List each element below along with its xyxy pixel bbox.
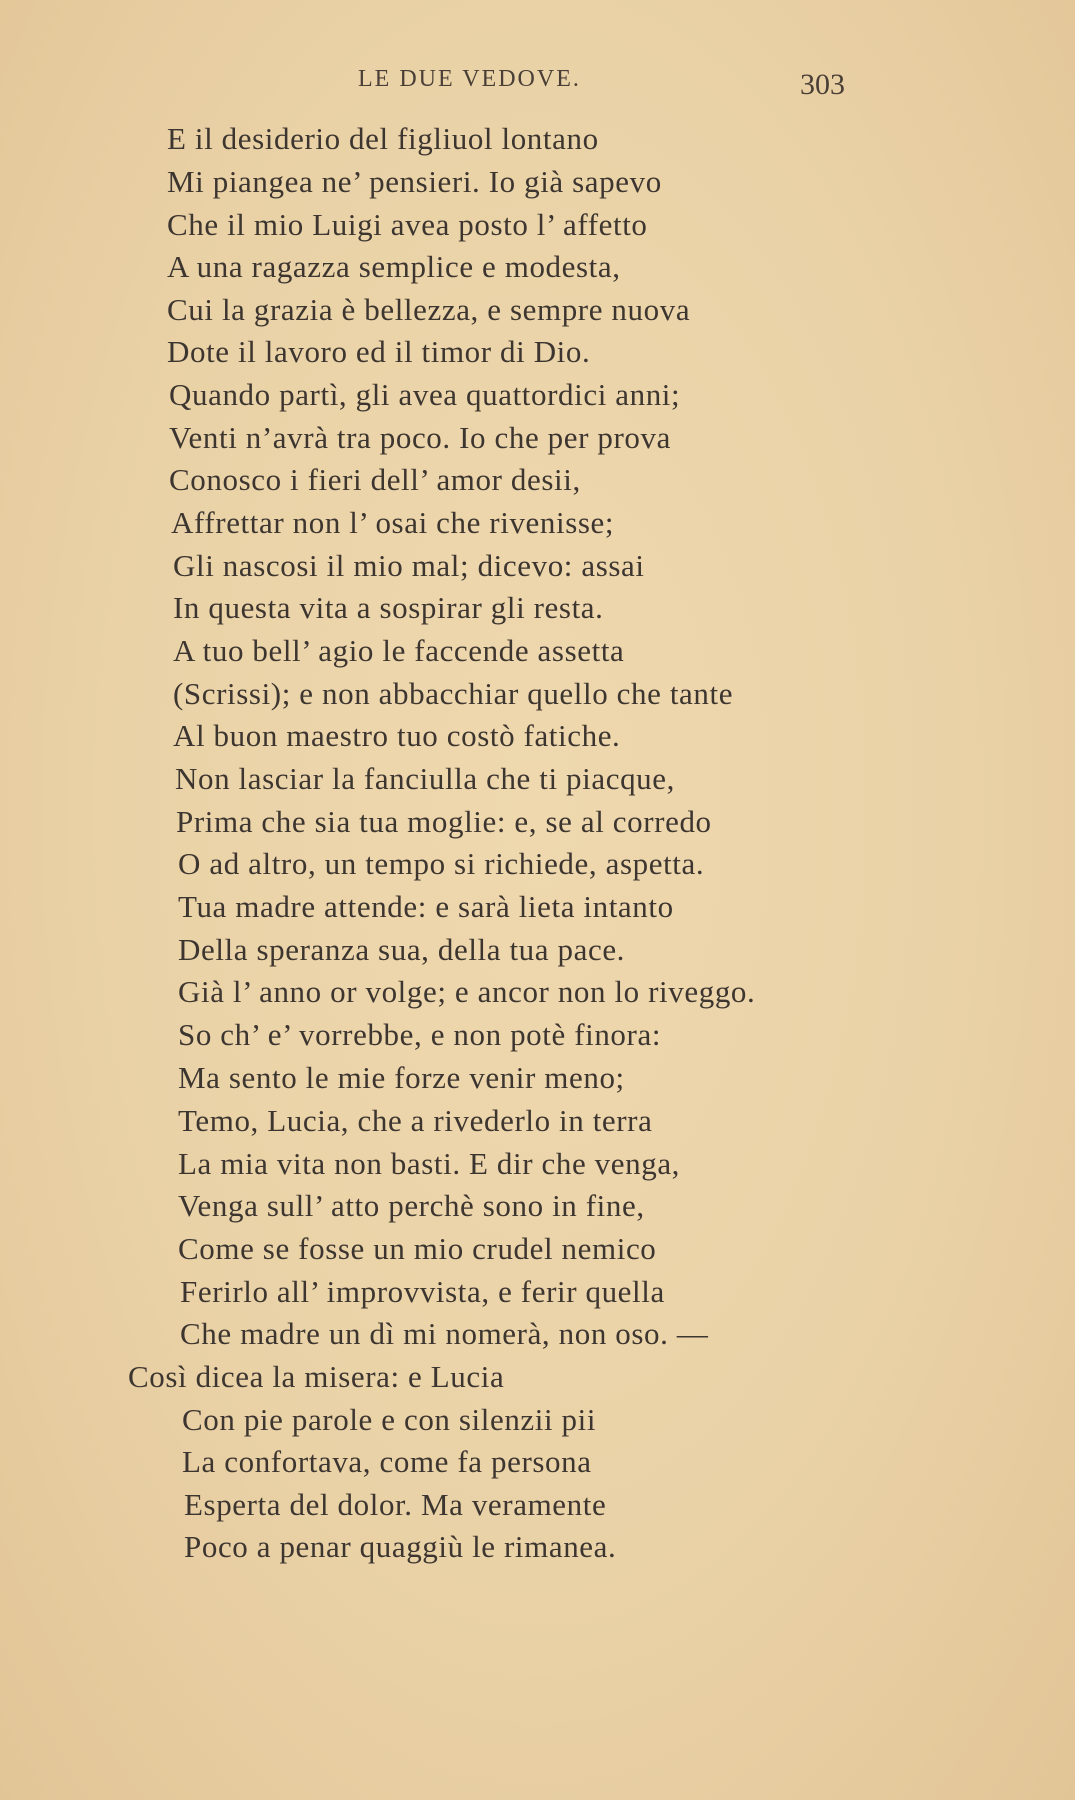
- verse-line: Che il mio Luigi avea posto l’ affetto: [167, 207, 648, 242]
- verse-line: La mia vita non basti. E dir che venga,: [178, 1146, 681, 1181]
- verse-line: Ferirlo all’ improvvista, e ferir quella: [180, 1274, 665, 1309]
- page-number: 303: [800, 68, 845, 101]
- verse-line: Venti n’avrà tra poco. Io che per prova: [169, 420, 671, 455]
- running-title: LE DUE VEDOVE.: [358, 66, 581, 92]
- verse-line: Tua madre attende: e sarà lieta intanto: [178, 889, 674, 924]
- verse-line: Come se fosse un mio crudel nemico: [178, 1231, 657, 1266]
- verse-line: In questa vita a sospirar gli resta.: [173, 590, 604, 625]
- verse-line: A una ragazza semplice e modesta,: [167, 249, 621, 284]
- verse-line: Ma sento le mie forze venir meno;: [178, 1060, 625, 1095]
- verse-line: Conosco i fieri dell’ amor desii,: [169, 462, 581, 497]
- verse-line: (Scrissi); e non abbacchiar quello che tante: [173, 676, 734, 711]
- verse-line: Temo, Lucia, che a rivederlo in terra: [178, 1103, 653, 1138]
- verse-line: Prima che sia tua moglie: e, se al corredo: [176, 804, 712, 839]
- verse-line: Dote il lavoro ed il timor di Dio.: [167, 334, 591, 369]
- verse-line: Così dicea la misera: e Lucia: [128, 1359, 505, 1394]
- verse-line: La confortava, come fa persona: [182, 1444, 592, 1479]
- verse-line: Quando partì, gli avea quattordici anni;: [169, 377, 681, 412]
- verse-line: Della speranza sua, della tua pace.: [178, 932, 626, 967]
- verse-line: Che madre un dì mi nomerà, non oso. —: [180, 1316, 709, 1351]
- verse-line: Affrettar non l’ osai che rivenisse;: [171, 505, 615, 540]
- verse-line: Esperta del dolor. Ma veramente: [184, 1487, 607, 1522]
- verse-line: Mi piangea ne’ pensieri. Io già sapevo: [167, 164, 662, 199]
- verse-line: Non lasciar la fanciulla che ti piacque,: [175, 761, 675, 796]
- verse-line: O ad altro, un tempo si richiede, aspetta.: [178, 846, 705, 881]
- verse-line: E il desiderio del figliuol lontano: [167, 121, 599, 156]
- verse-line: Con pie parole e con silenzii pii: [182, 1402, 597, 1437]
- verse-line: Venga sull’ atto perchè sono in fine,: [178, 1188, 645, 1223]
- verse-line: Poco a penar quaggiù le rimanea.: [184, 1529, 617, 1564]
- verse-line: So ch’ e’ vorrebbe, e non potè finora:: [178, 1017, 662, 1052]
- verse-line: Cui la grazia è bellezza, e sempre nuova: [167, 292, 691, 327]
- verse-line: A tuo bell’ agio le faccende assetta: [173, 633, 625, 668]
- verse-line: Gli nascosi il mio mal; dicevo: assai: [173, 548, 645, 583]
- verse-line: Al buon maestro tuo costò fatiche.: [173, 718, 621, 753]
- verse-line: Già l’ anno or volge; e ancor non lo riveggo.: [178, 974, 756, 1009]
